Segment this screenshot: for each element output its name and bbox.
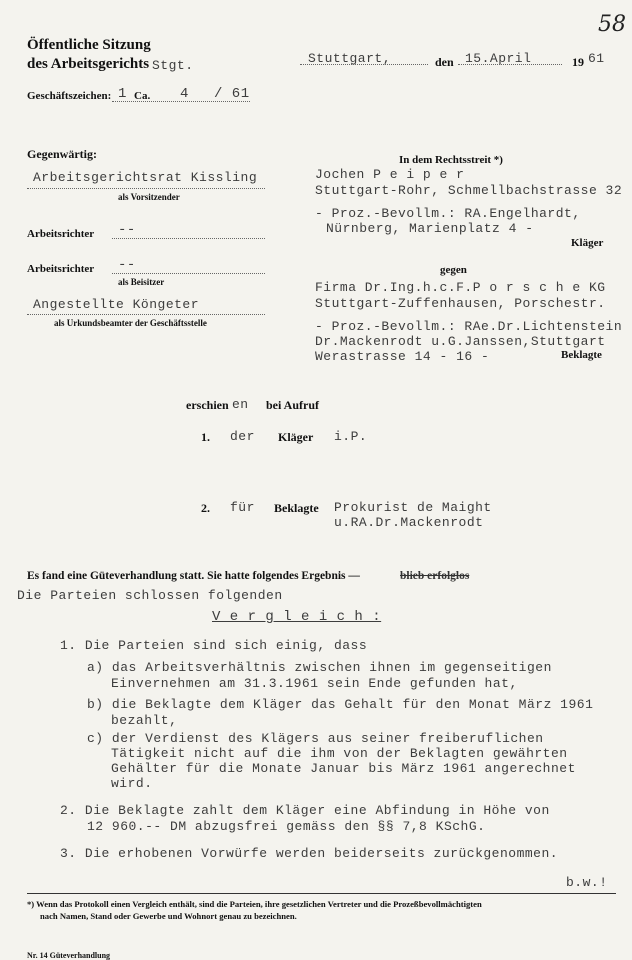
plaintiff-rep-line1: - Proz.-Bevollm.: RA.Engelhardt,	[315, 206, 581, 221]
gegenwaertig-label: Gegenwärtig:	[27, 147, 97, 161]
defendant-name: Firma Dr.Ing.h.c.F.P o r s c h e KG	[315, 280, 606, 295]
result-statement: Es fand eine Güteverhandlung statt. Sie hatte folgendes Ergebnis —	[27, 570, 360, 582]
richter1-value: --	[118, 222, 136, 238]
gz-year: / 61	[214, 86, 250, 102]
defendant-address: Stuttgart-Zuffenhausen, Porschestr.	[315, 296, 606, 311]
item2-label: Beklagte	[274, 501, 319, 515]
gz-num2: 4	[180, 86, 189, 102]
header-den-label: den	[435, 55, 454, 69]
header-city: Stuttgart,	[308, 51, 392, 66]
title-line1: Öffentliche Sitzung	[27, 37, 151, 53]
plaintiff-address: Stuttgart-Rohr, Schmellbachstrasse 32	[315, 183, 623, 198]
title-line2: des Arbeitsgerichts	[27, 56, 150, 72]
point-1c-line2: Tätigkeit nicht auf die ihm von der Beklagten gewährten	[111, 746, 568, 761]
city-dotline	[300, 64, 428, 65]
point-3: 3. Die erhobenen Vorwürfe werden beiderseits zurückgenommen.	[60, 846, 559, 861]
gegen-label: gegen	[440, 264, 467, 276]
point-1c-line1: c) der Verdienst des Klägers aus seiner freiberuflichen	[87, 731, 544, 746]
klaeger-label: Kläger	[571, 237, 604, 249]
header-date: 15.April	[465, 51, 532, 66]
item1-number: 1.	[201, 430, 210, 444]
gz-dotline	[112, 101, 250, 102]
plaintiff-name: Jochen P e i p e r	[315, 167, 465, 182]
richter2-dotline	[112, 273, 265, 274]
judge-role: als Vorsitzender	[118, 192, 180, 202]
court-suffix: Stgt.	[152, 58, 194, 73]
gz-label: Geschäftszeichen:	[27, 90, 112, 102]
vergleich-title: V e r g l e i c h :	[212, 609, 382, 625]
erschien-label: erschien	[186, 398, 229, 412]
header-year-prefix: 19	[572, 55, 584, 69]
beisitzer-label: als Beisitzer	[118, 277, 165, 287]
point-2-line2: 12 960.-- DM abzugsfrei gemäss den §§ 7,8 KSchG.	[87, 819, 486, 834]
header-year-suffix: 61	[588, 51, 605, 66]
item2-value-line1: Prokurist de Maight	[334, 500, 492, 515]
footnote-line2: nach Namen, Stand oder Gewerbe und Wohnort genau zu bezeichnen.	[40, 911, 297, 921]
beklagte-label: Beklagte	[561, 349, 602, 361]
clerk-name: Angestellte Köngeter	[33, 297, 200, 312]
rechtsstreit-label: In dem Rechtsstreit *)	[399, 154, 503, 166]
date-dotline	[458, 64, 562, 65]
form-number: Nr. 14 Güteverhandlung	[27, 951, 111, 960]
bei-aufruf-label: bei Aufruf	[266, 398, 320, 412]
footnote-line1: *) Wenn das Protokoll einen Vergleich enthält, sind die Parteien, ihre gesetzlichen Vertreter und die Prozeßbevollmächtigten	[27, 899, 482, 909]
item1-prefix: der	[230, 429, 255, 444]
point-1b-line1: b) die Beklagte dem Kläger das Gehalt für den Monat März 1961	[87, 697, 594, 712]
page-number: 58	[598, 12, 626, 37]
richter1-dotline	[112, 238, 265, 239]
erschien-suffix: en	[232, 397, 249, 412]
point-1b-line2: bezahlt,	[111, 713, 178, 728]
plaintiff-rep-line2: Nürnberg, Marienplatz 4 -	[326, 221, 534, 236]
point-1a-line2: Einvernehmen am 31.3.1961 sein Ende gefunden hat,	[111, 676, 518, 691]
parties-line: Die Parteien schlossen folgenden	[17, 588, 283, 603]
clerk-role: als Urkundsbeamter der Geschäftsstelle	[54, 318, 207, 328]
gz-ca: Ca.	[134, 90, 151, 102]
result-struck-text: blieb erfolglos	[400, 570, 470, 582]
point-1a-line1: a) das Arbeitsverhältnis zwischen ihnen im gegenseitigen	[87, 660, 552, 675]
clerk-dotline	[27, 314, 265, 315]
defendant-rep-line2: Dr.Mackenrodt u.G.Janssen,Stuttgart	[315, 334, 606, 349]
richter1-label: Arbeitsrichter	[27, 228, 95, 240]
judge-name: Arbeitsgerichtsrat Kissling	[33, 170, 258, 185]
judge-dotline	[27, 188, 265, 189]
point-1: 1. Die Parteien sind sich einig, dass	[60, 638, 368, 653]
item2-value-line2: u.RA.Dr.Mackenrodt	[334, 515, 484, 530]
item1-value: i.P.	[334, 429, 368, 444]
footnote-divider	[27, 893, 616, 894]
richter2-label: Arbeitsrichter	[27, 263, 95, 275]
item1-label: Kläger	[278, 430, 314, 444]
item2-prefix: für	[230, 500, 255, 515]
item2-number: 2.	[201, 501, 210, 515]
point-2-line1: 2. Die Beklagte zahlt dem Kläger eine Abfindung in Höhe von	[60, 803, 550, 818]
gz-num: 1	[118, 86, 127, 102]
continued-note: b.w.!	[566, 875, 608, 890]
point-1c-line3: Gehälter für die Monate Januar bis März 1961 angerechnet	[111, 761, 576, 776]
point-1c-line4: wird.	[111, 776, 153, 791]
richter2-value: --	[118, 257, 136, 273]
defendant-rep-line3: Werastrasse 14 - 16 -	[315, 349, 490, 364]
defendant-rep-line1: - Proz.-Bevollm.: RAe.Dr.Lichtenstein	[315, 319, 623, 334]
